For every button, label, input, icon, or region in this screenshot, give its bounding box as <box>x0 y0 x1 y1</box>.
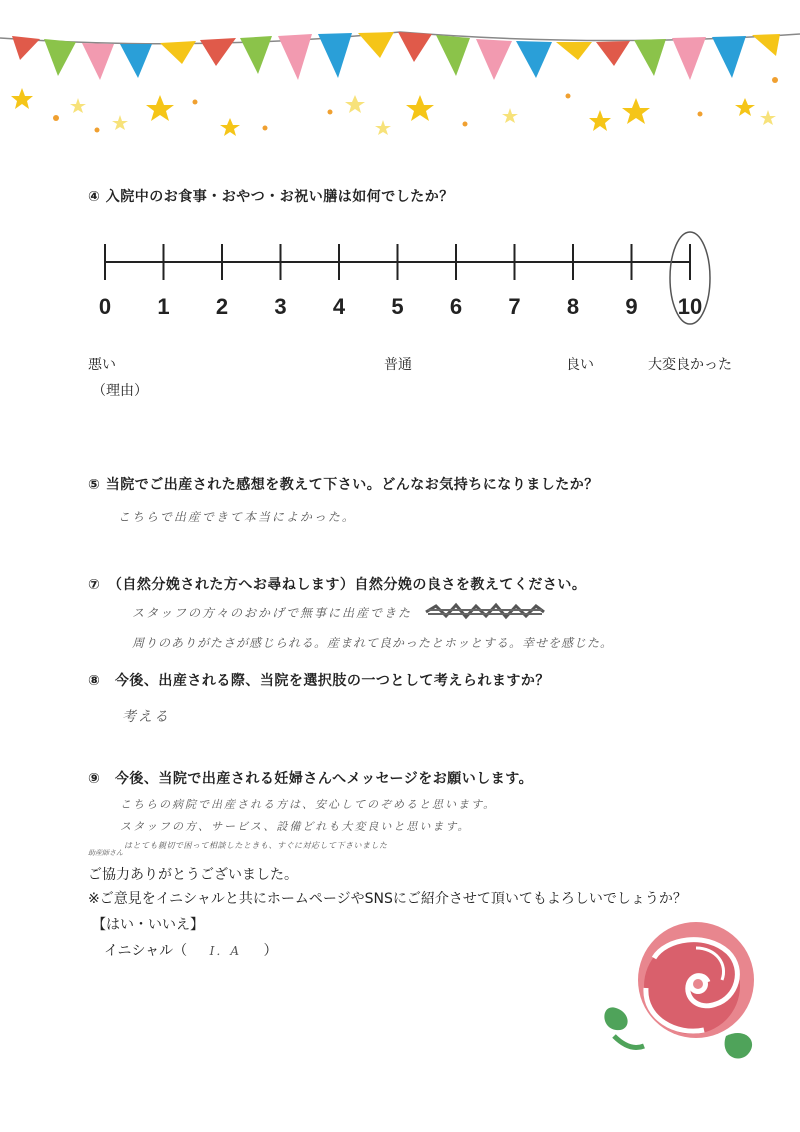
consent-question: ※ご意見をイニシャルと共にホームページやSNSにご紹介させて頂いてもよろしいでしょうか？ <box>88 891 687 907</box>
initials-close: ） <box>263 943 278 959</box>
scale-label-3: 3 <box>274 294 287 319</box>
question-5-title: ⑤ 当院でご出産された感想を教えて下さい。どんなお気持ちになりましたか？ <box>88 477 599 493</box>
scale-label-5: 5 <box>391 294 404 319</box>
question-9-title: ⑨ 今後、当院で出産される妊婦さんへメッセージをお願いします。 <box>88 771 534 787</box>
rose-illustration <box>596 918 776 1068</box>
answer-7-line-1: スタッフの方々のおかげで無事に出産できた <box>132 606 413 620</box>
answer-8: 考える <box>122 709 170 725</box>
scale-label-4: 4 <box>332 294 346 319</box>
pennant-banner <box>0 0 800 150</box>
scribble-strikeout <box>424 602 546 620</box>
answer-9-note: 助産師さん <box>88 849 123 857</box>
initials-label: イニシャル（ <box>104 943 188 959</box>
rating-scale <box>90 228 730 328</box>
question-8-title: ⑧ 今後、出産される際、当院を選択肢の一つとして考えられますか？ <box>88 673 550 689</box>
thanks-text: ご協力ありがとうございました。 <box>88 867 298 883</box>
answer-5: こちらで出産できて本当によかった。 <box>118 510 356 524</box>
question-7-title: ⑦ （自然分娩された方へお尋ねします）自然分娩の良さを教えてください。 <box>88 577 587 593</box>
consent-options: 【はい・いいえ】 <box>92 917 204 933</box>
answer-7-line-2: 周りのありがたさが感じられる。産まれて良かったとホッとする。幸せを感じた。 <box>132 636 614 650</box>
scale-label-6: 6 <box>449 294 463 319</box>
reason-label: （理由） <box>92 383 148 399</box>
scale-label-9: 9 <box>625 294 638 319</box>
scale-label-1: 1 <box>157 294 170 319</box>
initials-row <box>104 940 278 960</box>
answer-9-line-3: はとても親切で困って相談したときも、すぐに対応して下さいました <box>124 841 388 850</box>
initials-value: I．A <box>209 944 242 958</box>
label-very-good: 大変良かった <box>648 357 732 373</box>
label-bad: 悪い <box>88 357 116 373</box>
scale-label-8: 8 <box>566 294 580 319</box>
question-4-title: ④ 入院中のお食事・おやつ・お祝い膳は如何でしたか？ <box>88 189 454 205</box>
answer-9-line-1: こちらの病院で出産される方は、安心してのぞめると思います。 <box>120 798 497 811</box>
scale-label-10: 10 <box>677 294 703 319</box>
scale-label-0: 0 <box>98 294 112 319</box>
label-good: 良い <box>566 357 594 373</box>
scale-label-2: 2 <box>215 294 229 319</box>
scale-label-7: 7 <box>508 294 521 319</box>
label-normal: 普通 <box>384 357 412 373</box>
answer-9-line-2: スタッフの方、サービス、設備どれも大変良いと思います。 <box>120 820 471 833</box>
